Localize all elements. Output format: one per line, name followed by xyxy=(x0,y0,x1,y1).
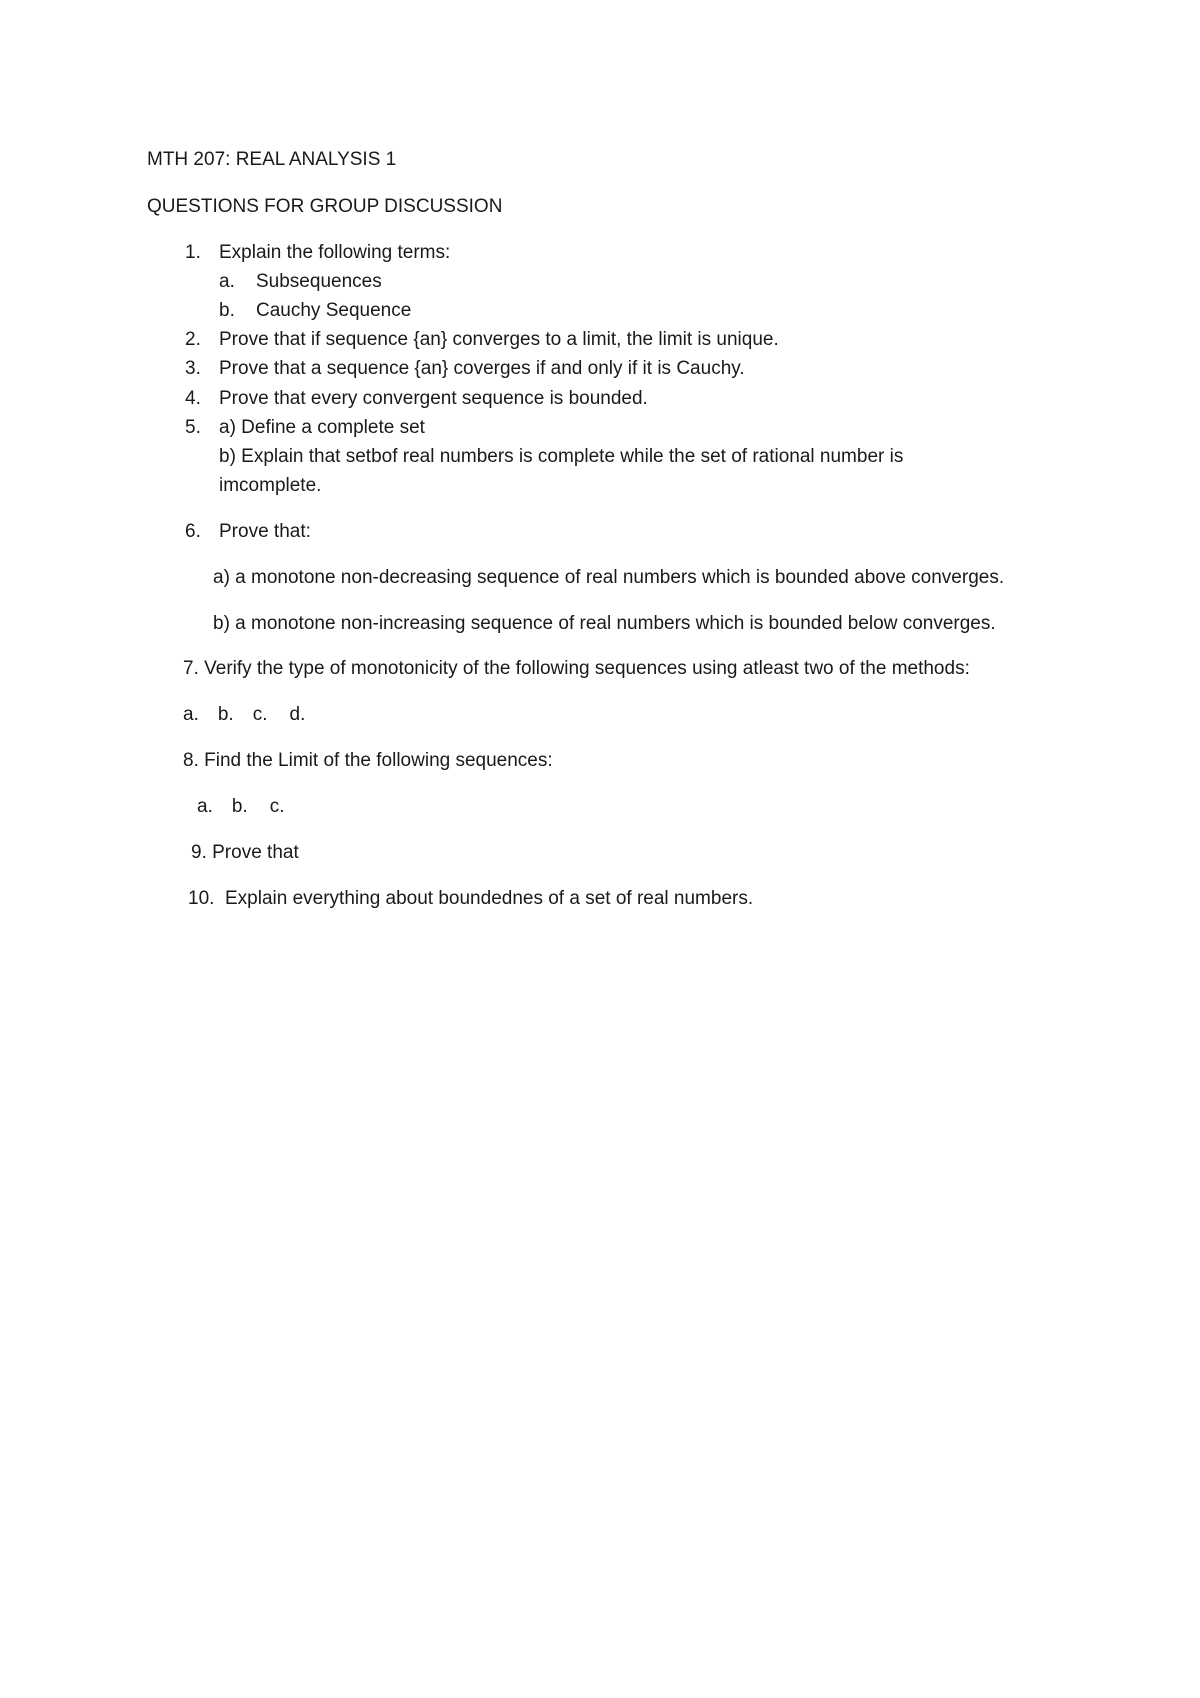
question-1a-label: a. xyxy=(219,271,235,292)
question-8-option-c: c. xyxy=(269,796,285,817)
question-1b-text: Cauchy Sequence xyxy=(256,300,412,321)
question-8-option-b: b. xyxy=(231,796,248,817)
question-5a-text: a) Define a complete set xyxy=(219,417,425,438)
question-7-options xyxy=(183,702,305,728)
question-7-option-c: c. xyxy=(252,704,268,725)
question-1b-label: b. xyxy=(219,300,235,321)
question-7-text: 7. Verify the type of monotonicity of the following sequences using atleast two of the methods: xyxy=(183,658,970,679)
question-5b-line-1: b) Explain that setbof real numbers is complete while the set of rational number is xyxy=(219,446,904,467)
question-6a-text: a) a monotone non-decreasing sequence of real numbers which is bounded above converges. xyxy=(213,567,1005,588)
question-8-text: 8. Find the Limit of the following sequences: xyxy=(183,750,553,771)
question-3-text: Prove that a sequence {an} coverges if and only if it is Cauchy. xyxy=(219,358,745,379)
question-10-number: 10. xyxy=(188,888,215,909)
question-7-option-b: b. xyxy=(217,704,234,725)
question-1-number: 1. xyxy=(185,242,201,263)
document-subtitle: QUESTIONS FOR GROUP DISCUSSION xyxy=(147,196,503,217)
question-7-option-d: d. xyxy=(289,704,306,725)
question-8-option-a: a. xyxy=(197,796,213,817)
question-4-number: 4. xyxy=(185,388,201,409)
question-5-number: 5. xyxy=(185,417,201,438)
question-6-text: Prove that: xyxy=(219,521,311,542)
question-9-text: 9. Prove that xyxy=(191,842,299,863)
question-2-number: 2. xyxy=(185,329,201,350)
question-1-text: Explain the following terms: xyxy=(219,242,451,263)
question-10-text: Explain everything about boundednes of a set of real numbers. xyxy=(225,888,754,909)
question-4-text: Prove that every convergent sequence is bounded. xyxy=(219,388,648,409)
question-2-text: Prove that if sequence {an} converges to a limit, the limit is unique. xyxy=(219,329,779,350)
question-5b-line-2: imcomplete. xyxy=(219,475,322,496)
question-7-option-a: a. xyxy=(183,704,199,725)
question-6b-text: b) a monotone non-increasing sequence of real numbers which is bounded below converges. xyxy=(213,613,996,634)
question-1a-text: Subsequences xyxy=(256,271,382,292)
course-title: MTH 207: REAL ANALYSIS 1 xyxy=(147,149,397,170)
question-8-options xyxy=(197,794,285,820)
question-6-number: 6. xyxy=(185,521,201,542)
question-3-number: 3. xyxy=(185,358,201,379)
